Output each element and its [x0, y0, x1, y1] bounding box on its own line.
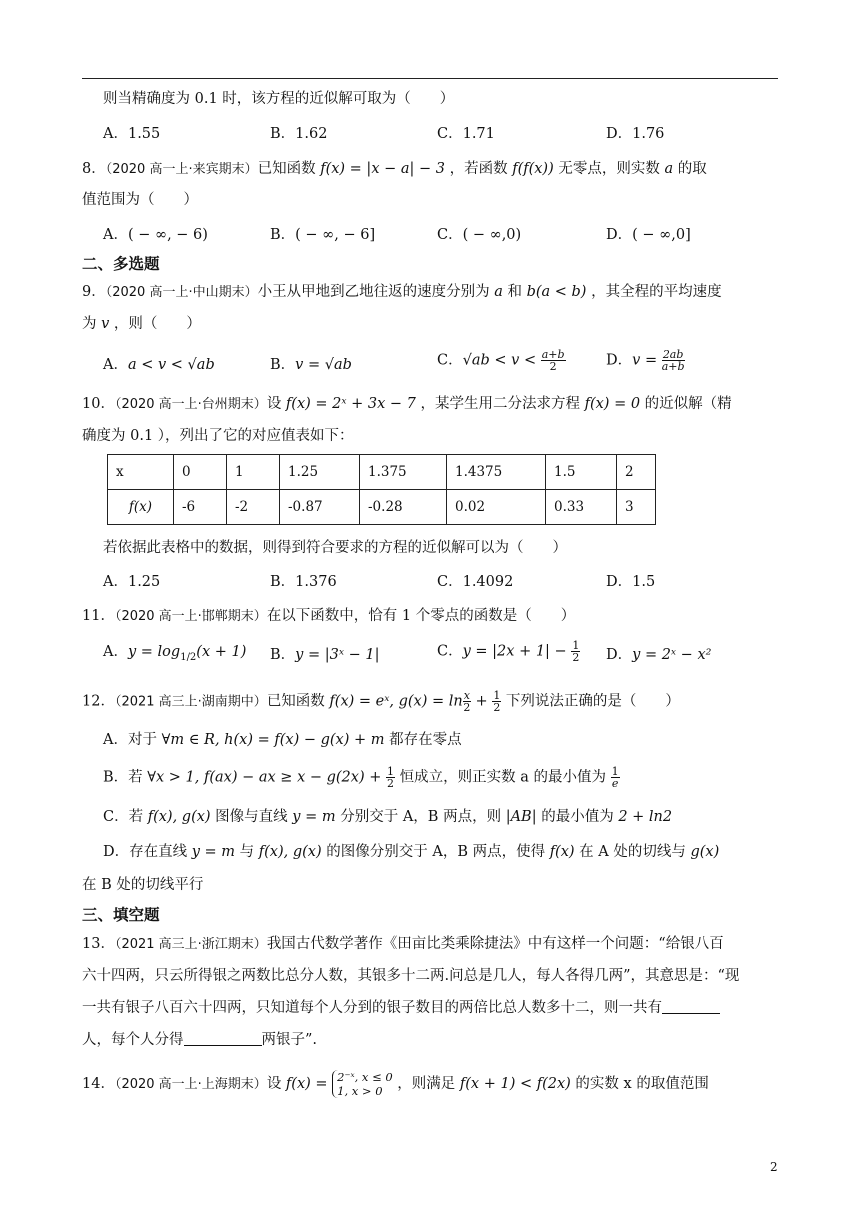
- q12-stem: [82, 690, 680, 713]
- table-cell: -2: [227, 490, 280, 525]
- q11-option-b-expr: y = |3ˣ − 1|: [295, 647, 380, 663]
- q10-equation: f(x) = 0: [584, 396, 641, 412]
- q8-text: 已知函数: [257, 161, 321, 177]
- q14-piecewise: [332, 1070, 393, 1098]
- table-row: [108, 490, 656, 525]
- q9-var-v: v: [101, 316, 110, 332]
- q12-plus: +: [470, 693, 493, 710]
- q10-value-table: [107, 454, 656, 525]
- q12-text: 分别交于 A，B 两点，则: [335, 809, 506, 825]
- answer-blank[interactable]: [662, 999, 720, 1014]
- q12-math: f(x), g(x): [258, 844, 322, 860]
- q9-text: 和: [502, 284, 527, 300]
- q14-math: f(x) =: [285, 1076, 333, 1092]
- q11-option-a: [103, 642, 246, 668]
- q8-var-a: a: [664, 161, 674, 177]
- table-cell: 1.25: [280, 455, 360, 490]
- q9-option-label: C．: [437, 352, 463, 369]
- q10-number: 10．: [82, 396, 115, 412]
- q8-text: 无零点，则实数: [553, 161, 665, 177]
- q9-var-a: a: [494, 284, 503, 300]
- q9-option-c: [437, 349, 566, 372]
- table-cell: 0: [174, 455, 227, 490]
- q13-text: 人，每个人分得: [82, 1032, 184, 1048]
- q14-source: （2020 高一上·上海期末）: [114, 1077, 267, 1092]
- q14-text: ，则满足: [392, 1076, 460, 1092]
- q9-text: ，其全程的平均速度: [586, 284, 722, 300]
- table-row: [108, 455, 656, 490]
- q12-math: f(x), g(x): [147, 809, 211, 825]
- fraction-numerator: 1: [611, 765, 619, 778]
- q12-functions: f(x) = eˣ, g(x) = ln: [329, 693, 463, 710]
- q7-option-d: D．1.76: [606, 126, 665, 142]
- q12-text: 都存在零点: [384, 732, 462, 748]
- q11-option-a-expr: (x + 1): [196, 644, 247, 660]
- fraction-denominator: 2: [549, 360, 557, 373]
- q10-option-b: B．1.376: [270, 574, 337, 590]
- q13-number: 13．: [82, 936, 115, 952]
- q12-math: |AB|: [505, 809, 537, 825]
- q11-stem: [82, 606, 575, 627]
- q10-option-d: D．1.5: [606, 574, 656, 590]
- q11-option-label: C．: [437, 643, 463, 660]
- q8-text: ，若函数: [444, 161, 513, 177]
- table-cell: 1.5: [546, 455, 617, 490]
- fraction-denominator: 2: [493, 701, 501, 714]
- q13-line2: 六十四两，只云所得银之两数比总分人数，其银多十二两.问总是几人，每人各得几两”，其意思是：“现: [82, 968, 740, 984]
- q11-option-label: B．: [270, 647, 296, 663]
- q12-text: 恒成立，则正实数 a 的最小值为: [394, 769, 611, 786]
- fraction-numerator: 1: [572, 639, 580, 652]
- q13-line3: [82, 998, 720, 1018]
- q12-fraction: [463, 690, 471, 713]
- q12-option-c: [103, 807, 672, 827]
- section-heading-fill: 三、填空题: [82, 906, 160, 924]
- q12-text: 下列说法正确的是（ ）: [501, 693, 680, 710]
- q9-option-b: [270, 355, 352, 375]
- q10-stem-line2: 确度为 0.1 ），列出了它的对应值表如下：: [82, 428, 354, 444]
- q7-continuation: 则当精确度为 0.1 时，该方程的近似解可取为（ ）: [103, 91, 455, 107]
- fraction-denominator: 2: [463, 701, 471, 714]
- q14-number: 14．: [82, 1076, 115, 1092]
- q12-math: 2 + ln2: [618, 809, 673, 825]
- q8-composite: f(f(x)): [512, 161, 554, 177]
- q8-stem-line2: 值范围为（ ）: [82, 192, 198, 208]
- q13-text: 两银子”.: [261, 1032, 318, 1048]
- q11-number: 11．: [82, 608, 115, 624]
- table-cell: 3: [617, 490, 656, 525]
- q9-text: 小王从甲地到乙地往返的速度分别为: [257, 284, 495, 300]
- q13-source: （2021 高三上·浙江期末）: [114, 937, 267, 952]
- q9-option-d-fraction: [662, 349, 685, 372]
- q13-text: 一共有银子八百六十四两，只知道每个人分到的银子数目的两倍比总人数多十二，则一共有: [82, 1000, 662, 1016]
- fraction-numerator: 2ab: [662, 348, 684, 361]
- log-base: 1/2: [180, 651, 197, 663]
- q12-option-b: [103, 766, 620, 789]
- q12-math: ∀m ∈ R, h(x) = f(x) − g(x) + m: [161, 732, 385, 748]
- q9-option-label: B．: [270, 357, 296, 373]
- q12-math: y = m: [191, 844, 236, 860]
- table-cell: -0.28: [360, 490, 447, 525]
- table-cell: 0.02: [447, 490, 546, 525]
- q11-option-b: [270, 645, 379, 665]
- q11-option-c-expr: y = |2x + 1| −: [462, 643, 572, 660]
- fraction-denominator: 2: [386, 777, 394, 790]
- q12-option-d: [103, 842, 719, 862]
- q9-option-label: A．: [103, 357, 128, 373]
- table-cell: f(x): [108, 490, 174, 525]
- q12-text: A．对于: [103, 732, 162, 748]
- q12-fraction: [386, 766, 395, 789]
- q9-option-label: D．: [606, 352, 633, 369]
- q8-option-d: D．( − ∞,0]: [606, 227, 691, 243]
- q9-source: （2020 高一上·中山期末）: [105, 285, 258, 300]
- q9-text: 为: [82, 316, 102, 332]
- q11-option-label: A．: [103, 644, 128, 660]
- q7-option-c: C．1.71: [437, 126, 495, 142]
- q8-stem-line1: [82, 159, 707, 180]
- q11-source: （2020 高一上·邯郸期末）: [114, 609, 267, 624]
- piecewise-case: 2⁻ˣ, x ≤ 0: [337, 1070, 393, 1084]
- header-rule: [82, 78, 778, 79]
- q10-option-c: C．1.4092: [437, 574, 514, 590]
- q9-number: 9．: [82, 284, 106, 300]
- q9-option-d-expr: v =: [632, 352, 662, 369]
- q10-source: （2020 高一上·台州期末）: [114, 397, 267, 412]
- section-heading-multi: 二、多选题: [82, 255, 160, 273]
- q12-text: 图像与直线: [210, 809, 293, 825]
- q9-stem-line2: [82, 314, 201, 334]
- q14-text: 的实数 x 的取值范围: [570, 1076, 709, 1092]
- q8-number: 8．: [82, 161, 106, 177]
- q7-option-a: A．1.55: [103, 126, 161, 142]
- q8-text: 的取: [673, 161, 707, 177]
- table-cell: -6: [174, 490, 227, 525]
- q10-stem-line1: [82, 394, 732, 415]
- q9-option-d: [606, 349, 685, 372]
- q10-text: 设: [266, 396, 286, 412]
- fraction-denominator: 2: [572, 651, 580, 664]
- q10-stem-line3: 若依据此表格中的数据，则得到符合要求的方程的近似解可以为（ ）: [103, 540, 567, 556]
- table-cell: 2: [617, 455, 656, 490]
- fraction-denominator: a+b: [661, 360, 685, 373]
- q9-option-c-fraction: [541, 349, 566, 372]
- q11-option-d: [606, 645, 711, 665]
- q14-math: f(x + 1) < f(2x): [459, 1076, 571, 1092]
- q7-option-b: B．1.62: [270, 126, 328, 142]
- q12-option-d-line2: 在 B 处的切线平行: [82, 877, 204, 893]
- q8-option-b: B．( − ∞, − 6]: [270, 227, 376, 243]
- q11-option-label: D．: [606, 647, 633, 663]
- q9-option-c-expr: √ab < v <: [462, 352, 541, 369]
- q8-function: f(x) = |x − a| − 3: [320, 161, 445, 177]
- q12-text: C．若: [103, 809, 148, 825]
- q12-text: D．存在直线: [103, 844, 192, 860]
- q11-option-c: [437, 640, 580, 663]
- q12-text: 在 A 处的切线与: [574, 844, 691, 860]
- fraction-numerator: 1: [386, 765, 394, 778]
- q12-source: （2021 高三上·湖南期中）: [114, 694, 267, 710]
- q12-math: y = m: [292, 809, 336, 825]
- fraction-numerator: a+b: [541, 348, 565, 361]
- table-cell: 1: [227, 455, 280, 490]
- q12-math: g(x): [690, 844, 720, 860]
- q12-number: 12．: [82, 693, 115, 710]
- q9-text: ，则（ ）: [109, 316, 201, 332]
- q11-option-d-expr: y = 2ˣ − x²: [632, 647, 712, 663]
- q12-text: 的图像分别交于 A，B 两点，使得: [321, 844, 550, 860]
- q9-option-a: [103, 355, 215, 375]
- piecewise-case: 1, x > 0: [337, 1084, 383, 1098]
- q14-stem: [82, 1070, 709, 1098]
- page-number: 2: [770, 1160, 778, 1174]
- table-cell: -0.87: [280, 490, 360, 525]
- q11-text: 在以下函数中，恰有 1 个零点的函数是（ ）: [266, 608, 576, 624]
- table-cell: 1.4375: [447, 455, 546, 490]
- fraction-denominator: e: [611, 777, 619, 790]
- q13-line4: [82, 1030, 317, 1050]
- q12-math: f(x): [549, 844, 575, 860]
- q12-text: 与: [235, 844, 259, 860]
- q9-var-b: b(a < b): [526, 284, 587, 300]
- q12-text: 已知函数: [266, 693, 330, 710]
- q10-option-a: A．1.25: [103, 574, 161, 590]
- q8-option-a: A．( − ∞, − 6): [103, 227, 208, 243]
- q9-stem-line1: [82, 282, 722, 303]
- q11-option-c-fraction: [571, 640, 580, 663]
- answer-blank[interactable]: [184, 1031, 262, 1046]
- q13-line1: [82, 934, 724, 955]
- table-cell: x: [108, 455, 174, 490]
- q10-function: f(x) = 2ˣ + 3x − 7: [285, 396, 416, 412]
- q12-math: ∀x > 1, f(ax) − ax ≥ x − g(2x) +: [147, 769, 386, 786]
- q12-text: B．若: [103, 769, 148, 786]
- q12-fraction: [611, 766, 620, 789]
- q12-option-a: [103, 730, 462, 750]
- q10-text: 的近似解（精: [640, 396, 732, 412]
- q8-option-c: C．( − ∞,0): [437, 227, 522, 243]
- q10-text: ，某学生用二分法求方程: [415, 396, 585, 412]
- fraction-numerator: x: [463, 689, 470, 702]
- q12-text: 的最小值为: [536, 809, 619, 825]
- q13-text: 我国古代数学著作《田亩比类乘除捷法》中有这样一个问题：“给银八百: [266, 936, 724, 952]
- table-cell: 0.33: [546, 490, 617, 525]
- fraction-numerator: 1: [493, 689, 501, 702]
- q9-option-a-expr: a < v < √ab: [127, 357, 215, 373]
- q14-text: 设: [266, 1076, 286, 1092]
- q12-fraction: [492, 690, 501, 713]
- q8-source: （2020 高一上·来宾期末）: [105, 162, 258, 177]
- q11-option-a-expr: y = log: [127, 644, 181, 660]
- q9-option-b-expr: v = √ab: [295, 357, 352, 373]
- table-cell: 1.375: [360, 455, 447, 490]
